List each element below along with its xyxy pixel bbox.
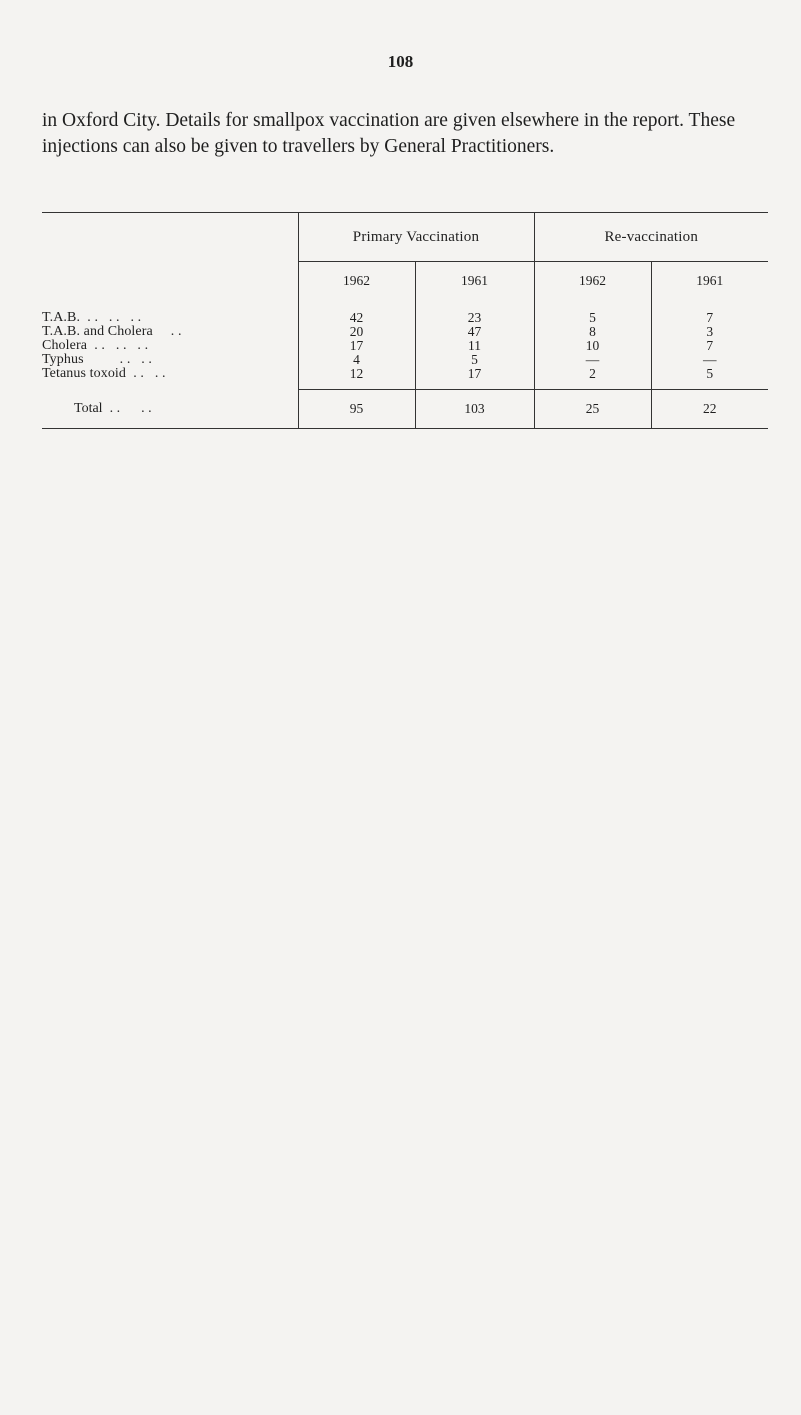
table-cell: 12 <box>298 367 415 390</box>
table-cell: 7 <box>651 300 768 325</box>
table-cell: 5 <box>415 353 534 367</box>
group-header-revaccination: Re-vaccination <box>534 213 768 262</box>
table-cell: — <box>651 353 768 367</box>
total-cell: 95 <box>298 390 415 429</box>
table-header-blank <box>42 213 298 262</box>
year-header: 1961 <box>651 262 768 301</box>
page-number: 108 <box>387 52 414 71</box>
table-cell: 20 <box>298 325 415 339</box>
table-cell: 23 <box>415 300 534 325</box>
year-header-blank <box>42 262 298 301</box>
table-row <box>42 300 768 325</box>
table-cell: 17 <box>298 339 415 353</box>
table-row <box>42 367 768 390</box>
table-cell: 42 <box>298 300 415 325</box>
table-cell: 47 <box>415 325 534 339</box>
total-cell: 103 <box>415 390 534 429</box>
row-label: Cholera . . . . . . <box>42 338 149 353</box>
total-cell: 25 <box>534 390 651 429</box>
row-label: T.A.B. and Cholera . . <box>42 324 182 339</box>
row-label: T.A.B. . . . . . . <box>42 310 142 325</box>
row-label: Tetanus toxoid . . . . <box>42 366 166 382</box>
table-cell: 7 <box>651 339 768 353</box>
year-header: 1961 <box>415 262 534 301</box>
table-cell: 11 <box>415 339 534 353</box>
table-cell: 17 <box>415 367 534 390</box>
total-cell: 22 <box>651 390 768 429</box>
table-cell: 5 <box>534 300 651 325</box>
year-header: 1962 <box>298 262 415 301</box>
table-row <box>42 339 768 353</box>
table-cell: 5 <box>651 367 768 390</box>
group-header-primary: Primary Vaccination <box>298 213 534 262</box>
year-header: 1962 <box>534 262 651 301</box>
table-cell: 8 <box>534 325 651 339</box>
total-label: Total . . . . <box>42 390 298 429</box>
row-label: Typhus . . . . <box>42 352 153 367</box>
table-cell: 3 <box>651 325 768 339</box>
vaccination-table <box>42 212 768 429</box>
table-cell: 10 <box>534 339 651 353</box>
table-cell: — <box>534 353 651 367</box>
table-cell: 4 <box>298 353 415 367</box>
table-row <box>42 353 768 367</box>
table-cell: 2 <box>534 367 651 390</box>
total-row <box>42 390 768 429</box>
table-row <box>42 325 768 339</box>
body-paragraph: in Oxford City. Details for smallpox vaccination are given elsewhere in the report. These injections can also be given to travellers by General Practitioners. <box>42 110 736 157</box>
